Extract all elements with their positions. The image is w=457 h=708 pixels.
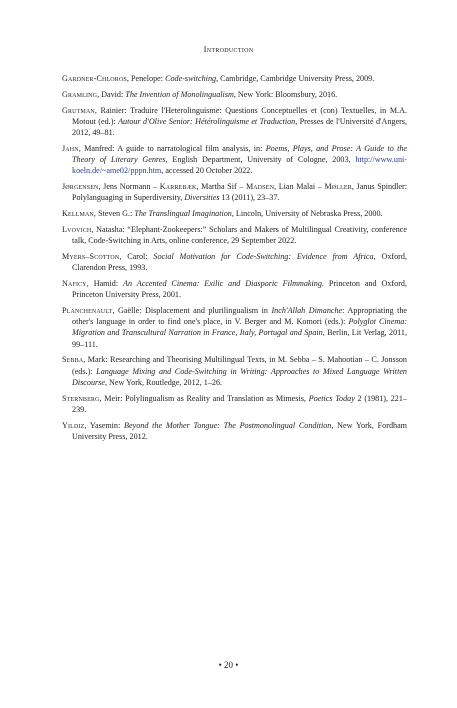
entry-author: Kellman	[62, 209, 94, 218]
entry-text: , Hamid:	[86, 278, 123, 288]
page-number: • 20 •	[218, 660, 239, 670]
entry-text: , Berlin, Lit Verlag, 2011, 99–111.	[72, 328, 407, 349]
entry-text: , Lincoln, University of Nebraska Press, 2000.	[231, 209, 383, 218]
entry-text: , accessed 20 October 2022.	[161, 166, 253, 176]
entry-author: Myers–Scotton	[62, 251, 120, 261]
entry-text: , David:	[97, 89, 126, 99]
entry-author: Gardner-Chloros	[62, 74, 127, 83]
entry-text: , Meir: Polylingualism as Reality and Translation as Mimesis,	[99, 393, 309, 403]
bibliography-entry	[62, 393, 407, 416]
entry-author: Yildiz	[62, 420, 85, 430]
entry-title: Diversities	[184, 193, 220, 203]
entry-text: , New York: Bloomsbury, 2016.	[233, 89, 338, 99]
entry-text: , Oxford, Clarendon Press, 1993.	[72, 251, 407, 272]
entry-text: : Appropriating the other's language in order to find one's place, in V. Berger and M. Komori (eds.):	[72, 305, 407, 326]
entry-text: 13 (2011), 23–37.	[219, 193, 280, 203]
entry-text: , Presses de l'Université d'Angers, 2012, 49–81.	[72, 116, 407, 137]
entry-text: , Janus Spindler: Polylanguaging in Superdiversity,	[72, 182, 407, 203]
entry-author: Møller	[324, 182, 352, 191]
entry-text: , Mark: Researching and Theorising Multilingual Texts, in M. Sebba – S. Mahootian – C. Jonsson (eds.):	[72, 355, 407, 376]
bibliography-entry	[62, 105, 407, 139]
entry-url-link[interactable]: http://www.uni-koeln.de/~ame02/pppn.htm	[72, 155, 407, 176]
entry-text: , Manfred: A guide to narratological film analysis, in:	[78, 143, 266, 153]
entry-title: Poetics Today	[308, 393, 355, 403]
entry-text: , Carol:	[119, 251, 154, 261]
bibliography-entry	[62, 224, 407, 247]
entry-text: , Yasemin:	[84, 420, 125, 430]
entry-text: , Steven G.:	[93, 209, 135, 218]
entry-author: Gramling	[62, 89, 98, 99]
running-head: Introduction	[203, 44, 254, 54]
entry-title: Code-switching	[165, 74, 217, 83]
entry-title: An Accented Cinema: Exilic and Diasporic Filmmaking	[122, 278, 322, 288]
bibliography-entry	[62, 89, 407, 100]
entry-title: Inch'Allah Dimanche	[271, 305, 343, 315]
entry-title: The Translingual Imagination	[134, 209, 232, 218]
entry-title: Social Motivation for Code-Switching: Evidence from Africa	[153, 251, 374, 261]
bibliography-entry	[62, 420, 407, 443]
entry-title: Language Mixing and Code-Switching in Writing: Approaches to Mixed Language Written Discourse	[72, 366, 407, 387]
entry-text: , Rainier: Traduire l'Heterolinguisme: Questions Conceptuelles et (con) Textuelles, in M.A. Motout (ed.):	[72, 105, 407, 126]
bibliography-entry	[62, 73, 407, 84]
entry-author: Karrebæk	[159, 182, 197, 191]
entry-text: , Natasha: “Elephant-Zookeepers:” Scholars and Makers of Multilingual Creativity, conference talk, Code-Switching in Arts, online conference, 29 September 2022.	[72, 224, 407, 245]
bibliography-entry	[62, 208, 407, 219]
bibliography-entry	[62, 251, 407, 274]
entry-title: Beyond the Mother Tongue: The Postmonolingual Condition	[124, 420, 332, 430]
entry-author: Naficy	[62, 278, 87, 288]
entry-author: Planchenault	[62, 305, 113, 315]
entry-author: Madsen	[245, 182, 275, 191]
entry-title: Autour d'Olive Senior: Hétérolinguisme et Traduction	[118, 116, 296, 126]
entry-author: Sternberg	[62, 393, 100, 403]
entry-text: , New York, Fordham University Press, 2012.	[72, 420, 407, 441]
bibliography-entry	[62, 143, 407, 177]
entry-title: The Invention of Monolingualism	[125, 89, 234, 99]
entry-text: , Martha Sif –	[196, 182, 246, 191]
entry-author: Sebba	[62, 355, 84, 365]
entry-text: , Gaëlle: Displacement and plurilingualism in	[112, 305, 272, 315]
bibliography-entry	[62, 181, 407, 204]
entry-author: Jørgensen	[62, 182, 99, 191]
entry-text: , English Department, University of Cologne, 2003,	[165, 155, 356, 164]
entry-text: , Cambridge, Cambridge University Press, 2009.	[216, 74, 375, 83]
entry-author: Lvovich	[62, 224, 92, 234]
entry-text: . Princeton and Oxford, Princeton University Press, 2001.	[72, 278, 407, 299]
entry-author: Jahn	[62, 143, 79, 153]
entry-text: , Penelope:	[126, 74, 166, 83]
entry-title: Polyglot Cinema: Migration and Transcultural Narration in France, Italy, Portugal and Spain	[72, 317, 407, 338]
entry-text: , Lian Malai –	[274, 182, 325, 191]
bibliography-entry	[62, 305, 407, 350]
entry-text: , New York, Routledge, 2012, 1–26.	[104, 377, 223, 387]
entry-text: , Jens Normann –	[98, 182, 160, 191]
entry-author: Grutman	[62, 105, 95, 115]
entry-title: Poems, Plays, and Prose: A Guide to the Theory of Literary Genres	[72, 143, 408, 164]
bibliography-entry	[62, 354, 407, 388]
entry-text: 2 (1981), 221–239.	[72, 393, 407, 414]
bibliography-entry	[62, 278, 407, 301]
bibliography-list	[62, 73, 407, 447]
